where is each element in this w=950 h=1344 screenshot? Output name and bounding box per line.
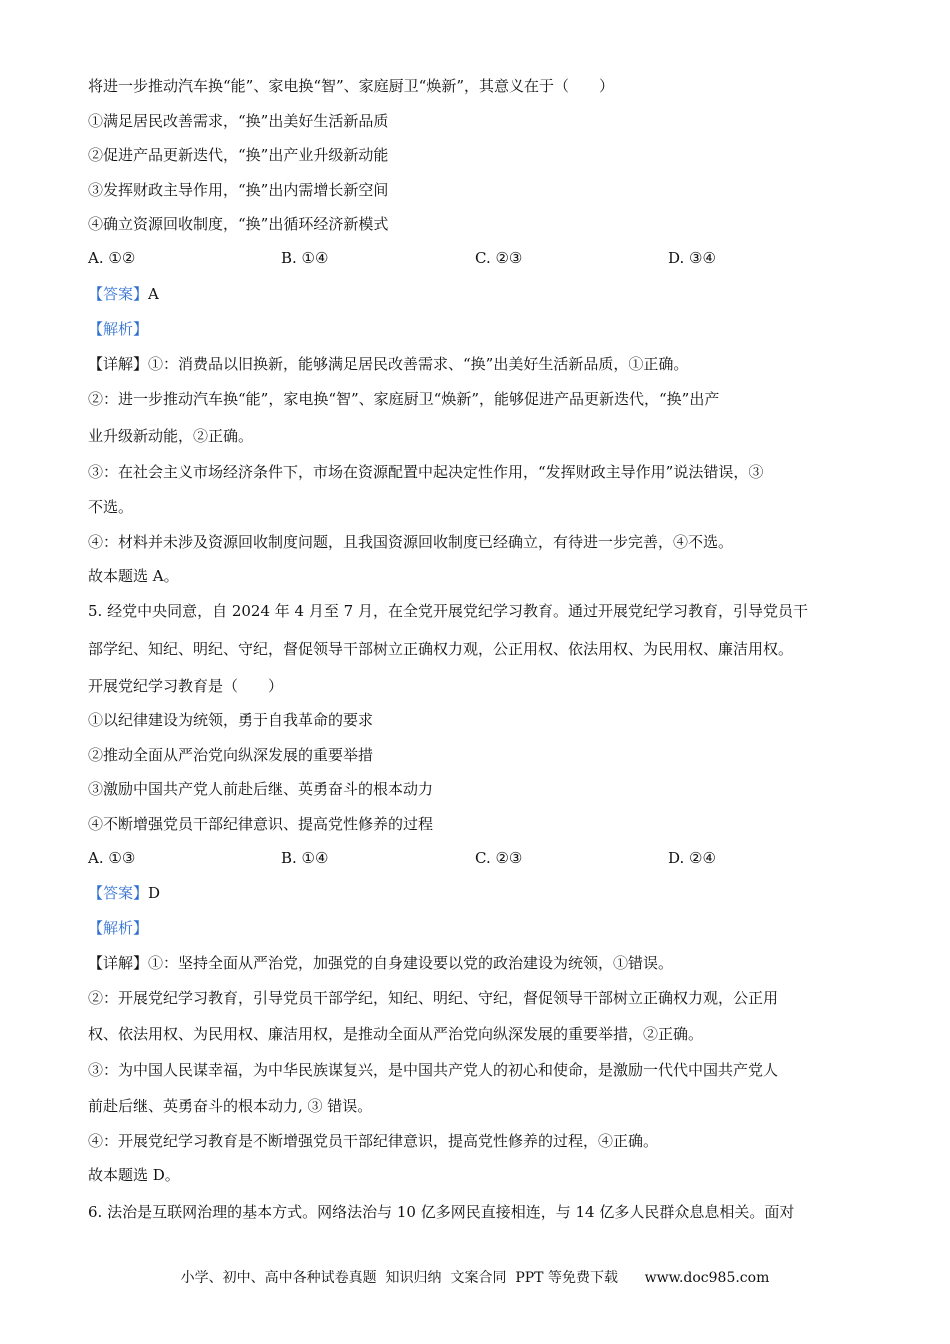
q4-answer-line (88, 284, 159, 304)
analysis-tag: 【解析】 (88, 919, 149, 937)
q4-detail-line-4: ③：在社会主义市场经济条件下，市场在资源配置中起决定性作用，“发挥财政主导作用”说法错误，③ (88, 463, 764, 481)
q4-detail-line-5: 不选。 (88, 498, 134, 516)
q5-detail-text: ①：坚持全面从严治党，加强党的自身建设要以党的政治建设为统领，①错误。 (148, 954, 674, 972)
q5-conclusion: 故本题选 D。 (88, 1166, 180, 1184)
q4-detail-line-3: 业升级新动能，②正确。 (88, 427, 254, 445)
q5-option-d: D. ②④ (668, 849, 716, 867)
q5-item-2: ②推动全面从严治党向纵深发展的重要举措 (88, 746, 374, 764)
q5-option-b: B. ①④ (281, 849, 329, 867)
q5-analysis-line (88, 918, 148, 938)
q4-detail-line-2: ②：进一步推动汽车换“能”，家电换“智”、家庭厨卫“焕新”，能够促进产品更新迭代，“换”出产 (88, 390, 720, 408)
answer-tag: 【答案】 (88, 884, 149, 902)
q4-option-d: D. ③④ (668, 249, 716, 267)
q4-detail-line-1 (88, 354, 688, 374)
q5-item-3: ③激励中国共产党人前赴后继、英勇奋斗的根本动力 (88, 780, 434, 798)
q5-detail-line-1 (88, 953, 673, 973)
q5-detail-line-2: ②：开展党纪学习教育，引导党员干部学纪，知纪、明纪、守纪，督促领导干部树立正确权力观，公正用 (88, 989, 779, 1007)
q4-detail-text: ①：消费品以旧换新，能够满足居民改善需求、“换”出美好生活新品质，①正确。 (148, 355, 689, 373)
q5-stem-line-2: 部学纪、知纪、明纪、守纪，督促领导干部树立正确权力观，公正用权、依法用权、为民用权、廉洁用权。 (88, 640, 794, 658)
detail-tag: 【详解】 (88, 954, 149, 972)
q4-detail-line-6: ④：材料并未涉及资源回收制度问题，且我国资源回收制度已经确立，有待进一步完善，④不选。 (88, 533, 734, 551)
answer-tag: 【答案】 (88, 285, 149, 303)
q4-analysis-line (88, 319, 148, 339)
q6-stem-line-1: 6. 法治是互联网治理的基本方式。网络法治与 10 亿多网民直接相连，与 14 亿多人民群众息息相关。面对 (88, 1203, 795, 1221)
q4-stem: 将进一步推动汽车换“能”、家电换“智”、家庭厨卫“焕新”，其意义在于（ ） (88, 77, 615, 95)
detail-tag: 【详解】 (88, 355, 149, 373)
q4-item-2: ②促进产品更新迭代，“换”出产业升级新动能 (88, 146, 389, 164)
q5-answer-line (88, 883, 160, 903)
q4-conclusion: 故本题选 A。 (88, 567, 179, 585)
q5-option-c: C. ②③ (475, 849, 523, 867)
q4-item-4: ④确立资源回收制度，“换”出循环经济新模式 (88, 215, 389, 233)
q5-stem-line-1: 5. 经党中央同意，自 2024 年 4 月至 7 月，在全党开展党纪学习教育。通过开展党纪学习教育，引导党员干 (88, 602, 808, 620)
q5-answer-value: D (148, 884, 161, 902)
q5-detail-line-3: 权、依法用权、为民用权、廉洁用权，是推动全面从严治党向纵深发展的重要举措，②正确。 (88, 1025, 704, 1043)
q5-item-4: ④不断增强党员干部纪律意识、提高党性修养的过程 (88, 815, 434, 833)
q5-detail-line-6: ④：开展党纪学习教育是不断增强党员干部纪律意识，提高党性修养的过程，④正确。 (88, 1132, 659, 1150)
q4-option-c: C. ②③ (475, 249, 523, 267)
q5-detail-line-5: 前赴后继、英勇奋斗的根本动力, ③ 错误。 (88, 1097, 373, 1115)
q5-option-a: A. ①③ (88, 849, 136, 867)
q5-detail-line-4: ③：为中国人民谋幸福，为中华民族谋复兴，是中国共产党人的初心和使命，是激励一代代中国共产党人 (88, 1061, 779, 1079)
page-footer: 小学、初中、高中各种试卷真题 知识归纳 文案合同 PPT 等免费下载 www.doc985.com (180, 1270, 770, 1286)
q4-option-a: A. ①② (88, 249, 136, 267)
q5-stem-line-3: 开展党纪学习教育是（ ） (88, 677, 284, 695)
q4-answer-value: A (148, 285, 159, 303)
q4-item-1: ①满足居民改善需求，“换”出美好生活新品质 (88, 112, 389, 130)
q4-option-b: B. ①④ (281, 249, 329, 267)
analysis-tag: 【解析】 (88, 320, 149, 338)
q5-item-1: ①以纪律建设为统领，勇于自我革命的要求 (88, 711, 374, 729)
q4-item-3: ③发挥财政主导作用，“换”出内需增长新空间 (88, 181, 389, 199)
